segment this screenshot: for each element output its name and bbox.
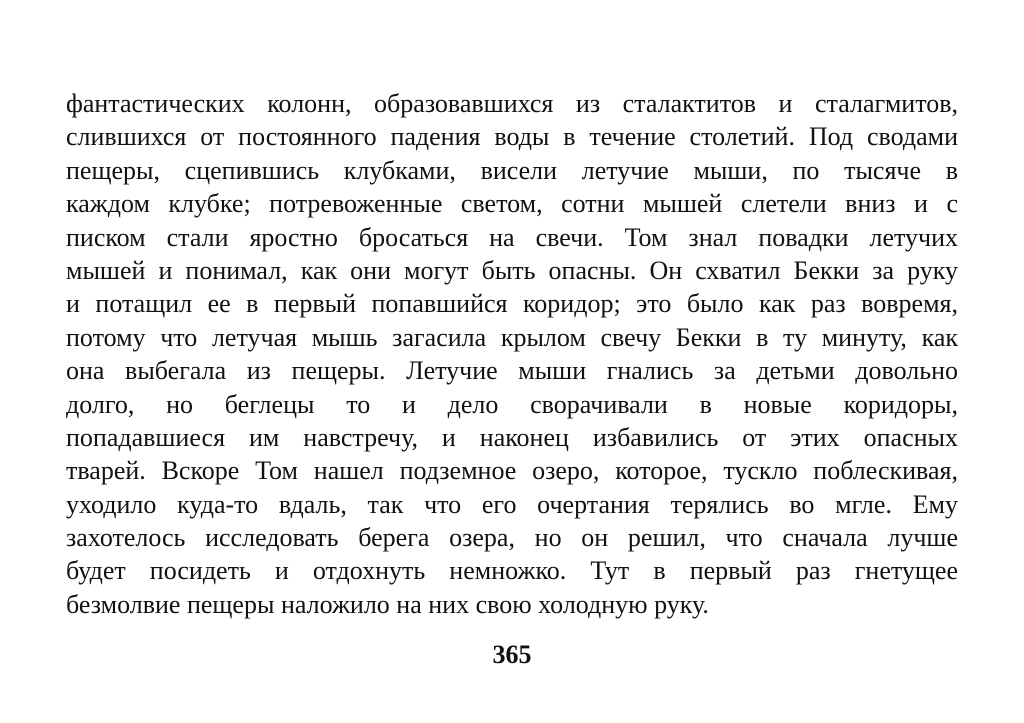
text-line: потому что летучая мышь загасила крылом свечу Бекки в ту минуту, как (66, 322, 958, 352)
body-text (66, 87, 958, 621)
text-line: долго, но беглецы то и дело сворачивали в новые коридоры, (66, 389, 958, 419)
text-line: каждом клубке; потревоженные светом, сотни мышей слетели вниз и с (66, 189, 958, 219)
text-line: мышей и понимал, как они могут быть опасны. Он схватил Бекки за руку (66, 255, 958, 285)
text-line: писком стали яростно бросаться на свечи. Том знал повадки летучих (66, 222, 958, 252)
text-line: она выбегала из пещеры. Летучие мыши гнались за детьми довольно (66, 356, 958, 386)
text-line: фантастических колонн, образовавшихся из сталактитов и сталагмитов, (66, 89, 958, 118)
page-number: 365 (492, 640, 532, 669)
text-line: и потащил ее в первый попавшийся коридор; это было как раз вовремя, (66, 289, 958, 319)
text-line: уходило куда-то вдаль, так что его очертания терялись во мгле. Ему (66, 489, 958, 519)
text-line: захотелось исследовать берега озера, но он решил, что сначала лучше (66, 523, 958, 553)
text-line: безмолвие пещеры наложило на них свою холодную руку. (66, 589, 709, 619)
text-line: пещеры, сцепившись клубками, висели летучие мыши, по тысяче в (66, 155, 958, 185)
text-line: тварей. Вскоре Том нашел подземное озеро, которое, тускло поблескивая, (66, 456, 958, 486)
text-line: будет посидеть и отдохнуть немножко. Тут в первый раз гнетущее (66, 556, 958, 586)
text-line: попадавшиеся им навстречу, и наконец избавились от этих опасных (66, 422, 958, 452)
text-line: слившихся от постоянного падения воды в течение столетий. Под сводами (66, 122, 958, 152)
